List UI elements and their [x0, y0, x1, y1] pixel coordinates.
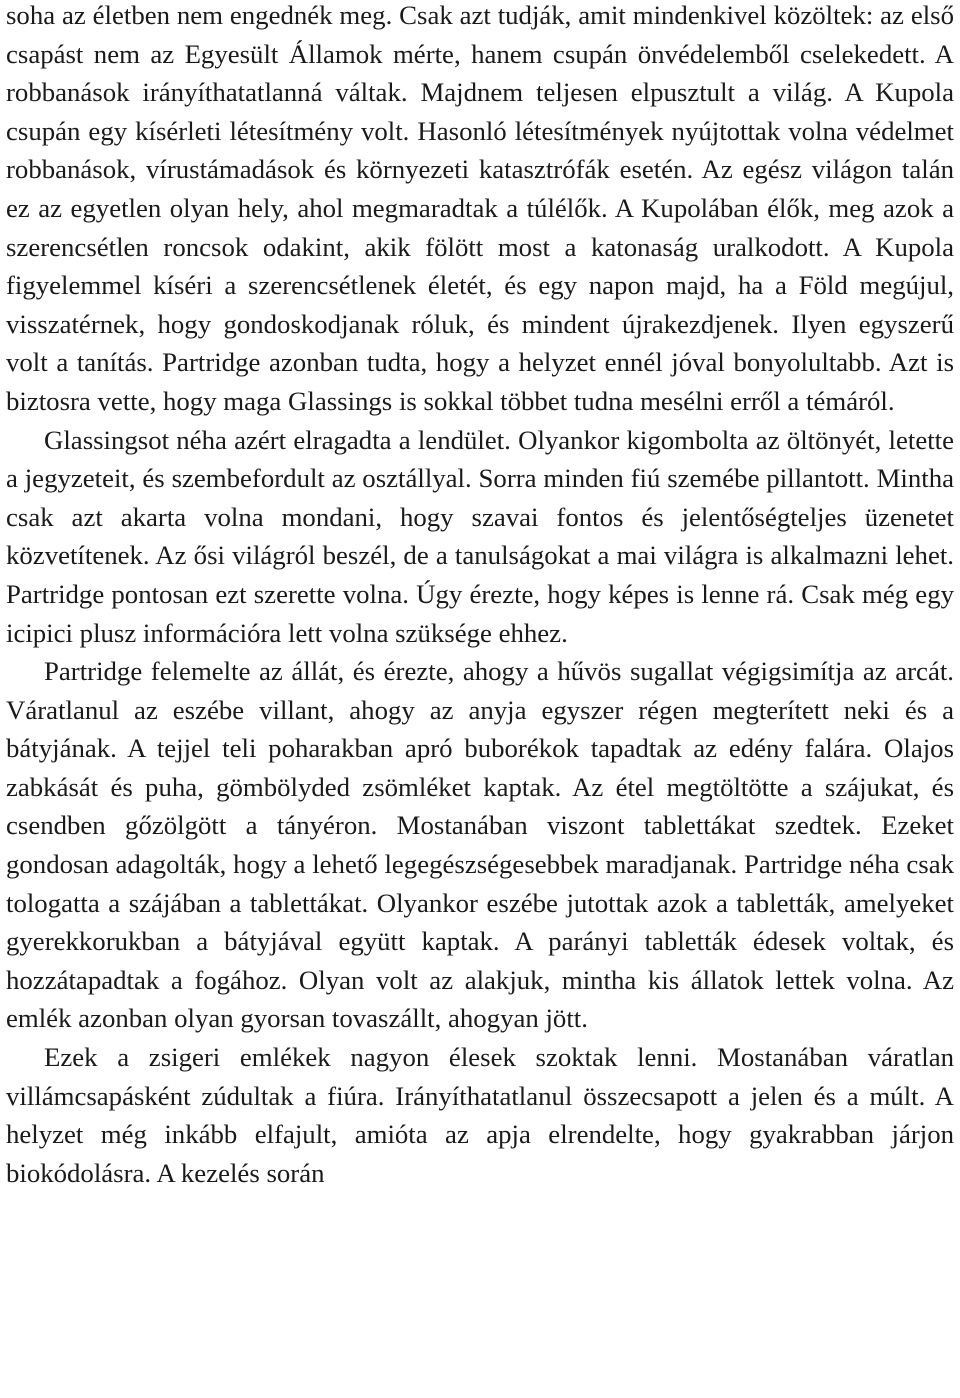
paragraph-1: soha az életben nem engednék meg. Csak azt tudják, amit mindenkivel közöltek: az első csapást nem az Egyesült Államok mérte, hanem csupán önvédelemből cselekedett. A robbanások irányíthatatlanná váltak. Majdnem teljesen elpusztult a világ. A Kupola csupán egy kísérleti létesítmény volt. Hasonló létesítmények nyújtottak volna védelmet robbanások, vírustámadások és környezeti katasztrófák esetén. Az egész világon talán ez az egyetlen olyan hely, ahol megmaradtak a túlélők. A Kupolában élők, meg azok a szerencsétlen roncsok odakint, akik fölött most a katonaság uralkodott. A Kupola figyelemmel kíséri a szerencsétlenek életét, és egy napon majd, ha a Föld megújul, visszatérnek, hogy gondoskodjanak róluk, és mindent újrakezdjenek. Ilyen egyszerű volt a tanítás. Partridge azonban tudta, hogy a helyzet ennél jóval bonyolultabb. Azt is biztosra vette, hogy maga Glassings is sokkal többet tudna mesélni erről a témáról.: [6, 0, 954, 416]
paragraph-2: Glassingsot néha azért elragadta a lendület. Olyankor kigombolta az öltönyét, letette a jegyzeteit, és szembefordult az osztállyal. Sorra minden fiú szemébe pillantott. Mintha csak azt akarta volna mondani, hogy szavai fontos és jelentőségteljes üzenetet közvetítenek. Az ősi világról beszél, de a tanulságokat a mai világra is alkalmazni lehet. Partridge pontosan ezt szerette volna. Úgy érezte, hogy képes is lenne rá. Csak még egy icipici plusz információra lett volna szüksége ehhez.: [6, 424, 954, 648]
paragraph-3: Partridge felemelte az állát, és érezte, ahogy a hűvös sugallat végigsimítja az arcát. Váratlanul az eszébe villant, ahogy az anyja egyszer régen megterített neki és a bátyjának. A tejjel teli poharakban apró buborékok tapadtak az edény falára. Olajos zabkását és puha, gömbölyded zsömléket kaptak. Az étel megtöltötte a szájukat, és csendben gőzölgött a tányéron. Mostanában viszont tablettákat szedtek. Ezeket gondosan adagolták, hogy a lehető legegészségesebbek maradjanak. Partridge néha csak tologatta a szájában a tablettákat. Olyankor eszébe jutottak azok a tabletták, amelyeket gyerekkorukban a bátyjával együtt kaptak. A parányi tabletták édesek voltak, és hozzátapadtak a fogához. Olyan volt az alakjuk, mintha kis állatok lettek volna. Az emlék azonban olyan gyorsan tovaszállt, ahogyan jött.: [6, 656, 954, 1034]
paragraph-4: Ezek a zsigeri emlékek nagyon élesek szoktak lenni. Mostanában váratlan villámcsapásként zúdultak a fiúra. Irányíthatatlanul összecsapott a jelen és a múlt. A helyzet még inkább elfajult, amióta az apja elrendelte, hogy gyakrabban járjon biokódolásra. A kezelés során: [6, 1042, 954, 1188]
body-text: [6, 0, 954, 1192]
